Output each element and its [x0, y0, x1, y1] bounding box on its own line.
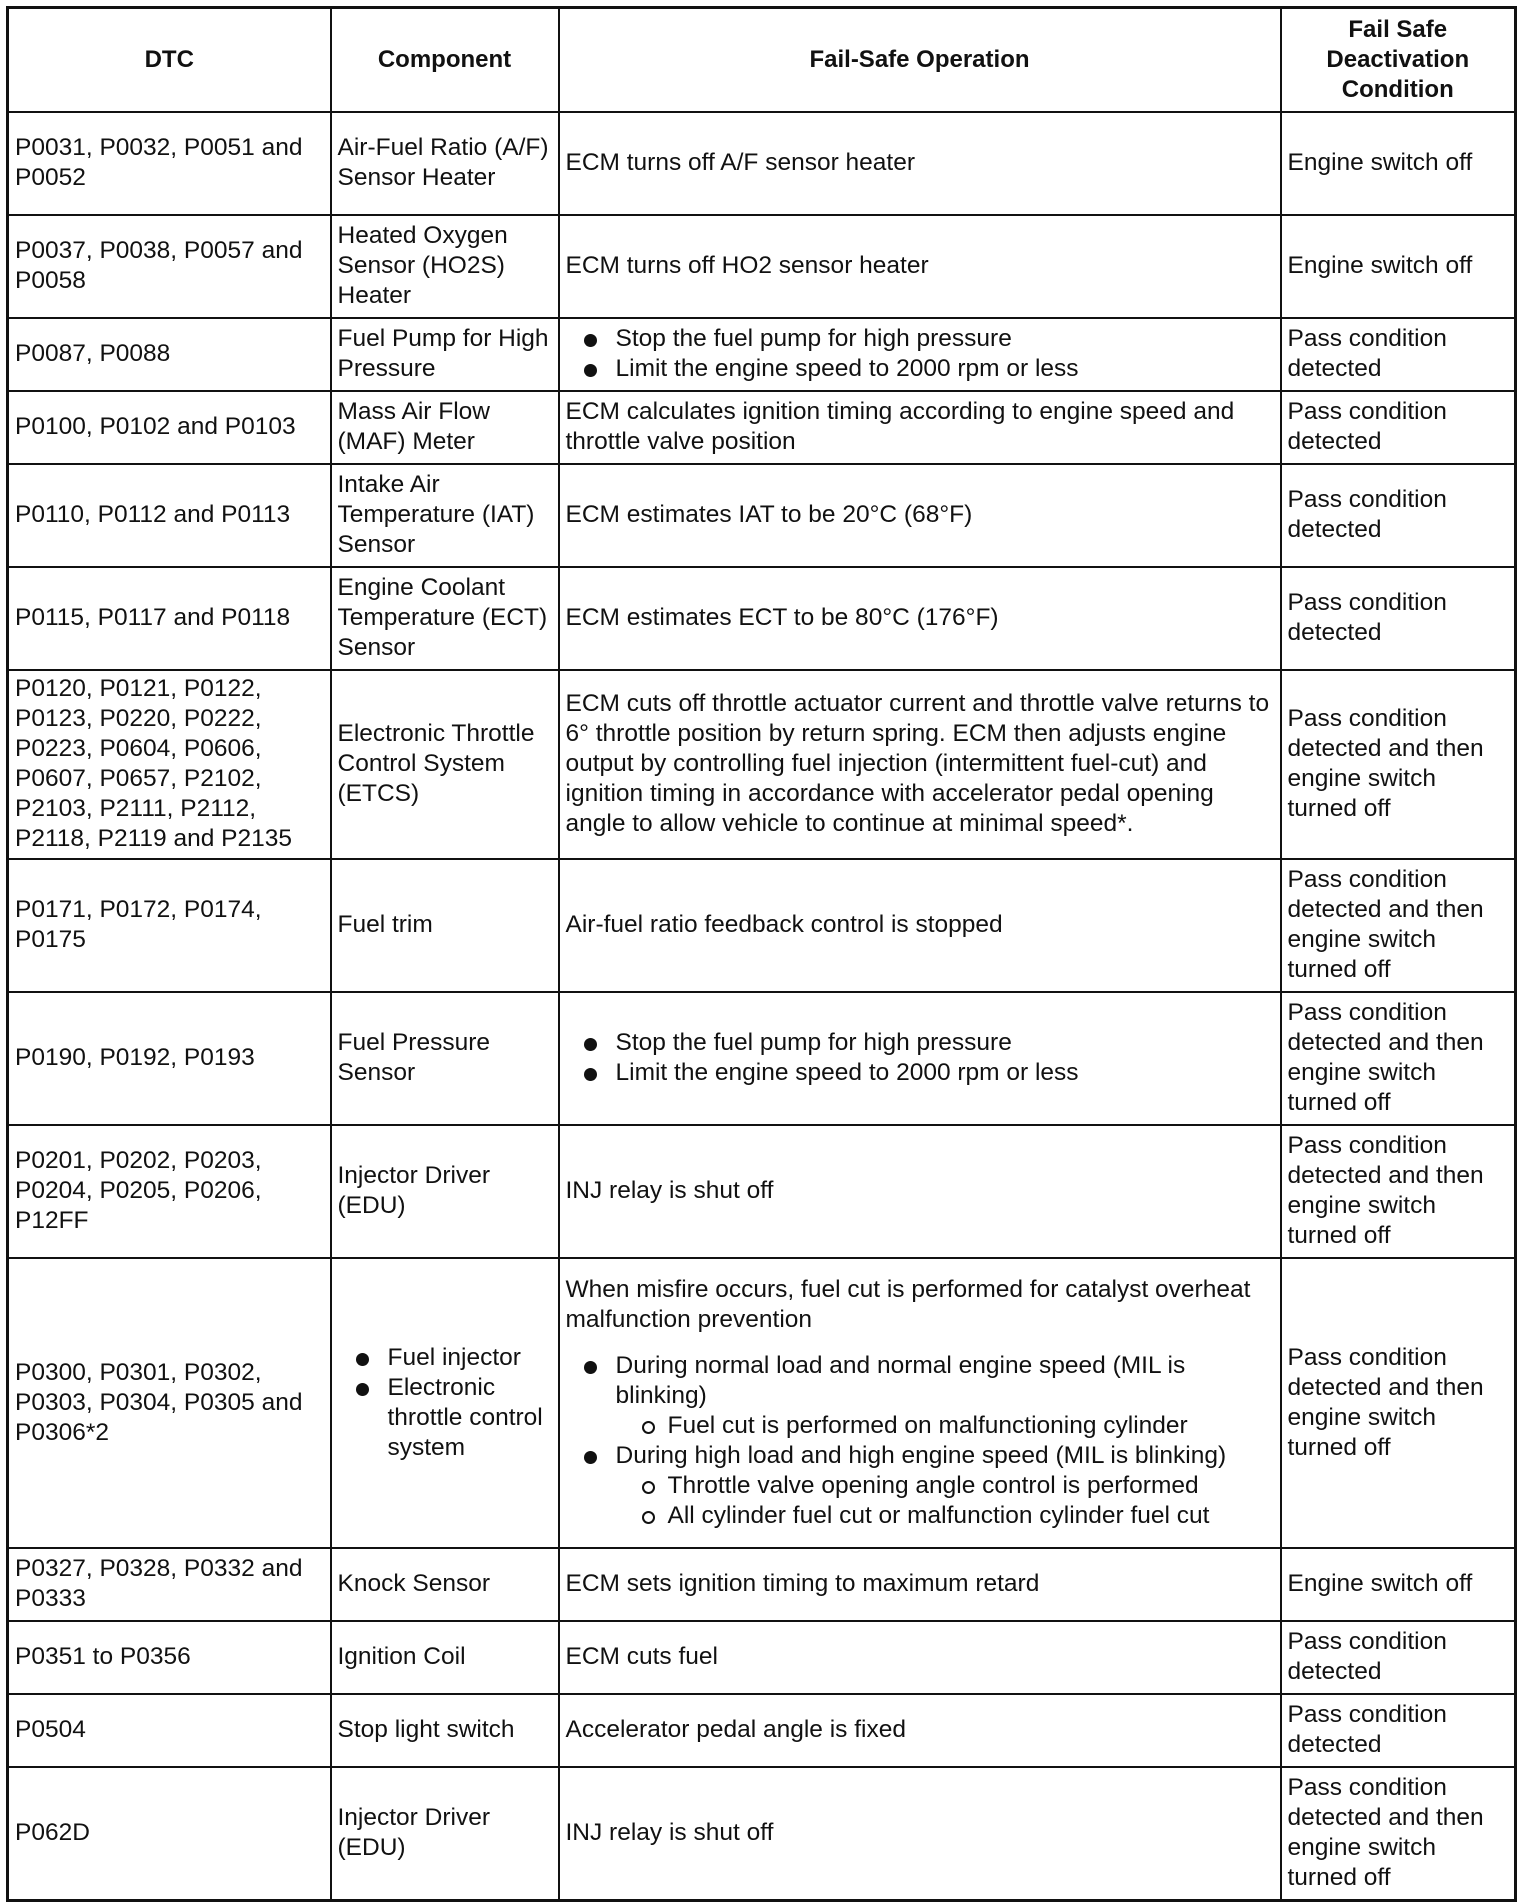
bullet-item — [580, 1351, 1274, 1441]
operation-bullet-list — [566, 324, 1274, 384]
component-cell: Fuel trim — [331, 859, 559, 992]
table-row — [8, 1694, 1516, 1767]
table-row — [8, 215, 1516, 318]
dtc-cell: P0037, P0038, P0057 and P0058 — [8, 215, 331, 318]
bullet-text: During normal load and normal engine speed (MIL is blinking) — [615, 1351, 1186, 1409]
bullet-dot-icon — [584, 1361, 597, 1374]
table-row — [8, 318, 1516, 391]
operation-cell: ECM estimates ECT to be 80°C (176°F) — [559, 567, 1281, 670]
fail-safe-table — [6, 6, 1517, 1902]
sub-bullet-item — [630, 1471, 1274, 1501]
dtc-cell: P0504 — [8, 1694, 331, 1767]
sub-bullet-text: All cylinder fuel cut or malfunction cylinder fuel cut — [667, 1501, 1210, 1529]
bullet-dot-icon — [584, 334, 597, 347]
operation-intro: When misfire occurs, fuel cut is performed for catalyst overheat malfunction prevention — [565, 1275, 1251, 1333]
table-row — [8, 464, 1516, 567]
table-row — [8, 112, 1516, 215]
bullet-dot-icon — [584, 1451, 597, 1464]
operation-cell: Accelerator pedal angle is fixed — [559, 1694, 1281, 1767]
operation-cell: INJ relay is shut off — [559, 1767, 1281, 1901]
table-row — [8, 1548, 1516, 1621]
deactivation-cell: Pass condition detected — [1281, 1621, 1516, 1694]
dtc-cell: P0120, P0121, P0122, P0123, P0220, P0222, P0223, P0604, P0606, P0607, P0657, P2102, P2103, P2111, P2112, P2118, P2119 and P2135 — [8, 670, 331, 859]
operation-cell: ECM turns off HO2 sensor heater — [559, 215, 1281, 318]
deactivation-cell: Pass condition detected and then engine switch turned off — [1281, 670, 1516, 859]
deactivation-cell: Pass condition detected — [1281, 318, 1516, 391]
component-cell: Mass Air Flow (MAF) Meter — [331, 391, 559, 464]
table-row — [8, 391, 1516, 464]
component-cell: Engine Coolant Temperature (ECT) Sensor — [331, 567, 559, 670]
dtc-cell: P0300, P0301, P0302, P0303, P0304, P0305 and P0306*2 — [8, 1258, 331, 1548]
dtc-cell: P0031, P0032, P0051 and P0052 — [8, 112, 331, 215]
operation-cell: Air-fuel ratio feedback control is stopped — [559, 859, 1281, 992]
header-dtc: DTC — [8, 8, 331, 112]
bullet-item — [580, 324, 1274, 354]
deactivation-cell: Pass condition detected and then engine switch turned off — [1281, 859, 1516, 992]
bullet-text: Stop the fuel pump for high pressure — [615, 325, 1012, 352]
operation-cell: ECM cuts fuel — [559, 1621, 1281, 1694]
header-deactivation-condition — [1281, 8, 1516, 112]
operation-cell — [559, 318, 1281, 391]
deactivation-cell: Engine switch off — [1281, 1548, 1516, 1621]
dtc-cell: P0171, P0172, P0174, P0175 — [8, 859, 331, 992]
operation-bullet-list — [566, 1351, 1274, 1531]
operation-cell: ECM sets ignition timing to maximum retard — [559, 1548, 1281, 1621]
dtc-cell: P0110, P0112 and P0113 — [8, 464, 331, 567]
operation-cell: ECM estimates IAT to be 20°C (68°F) — [559, 464, 1281, 567]
dtc-cell: P0100, P0102 and P0103 — [8, 391, 331, 464]
sub-bullet-item — [630, 1501, 1274, 1531]
table-row — [8, 1125, 1516, 1258]
table-row — [8, 567, 1516, 670]
operation-bullet-list — [566, 1028, 1274, 1088]
dtc-cell: P0351 to P0356 — [8, 1621, 331, 1694]
table-row — [8, 1621, 1516, 1694]
sub-bullet-item — [630, 1411, 1274, 1441]
operation-cell — [559, 1258, 1281, 1548]
dtc-cell: P062D — [8, 1767, 331, 1901]
bullet-item — [580, 1058, 1274, 1088]
dtc-cell: P0327, P0328, P0332 and P0333 — [8, 1548, 331, 1621]
bullet-dot-icon — [584, 1068, 597, 1081]
deactivation-cell: Pass condition detected — [1281, 1694, 1516, 1767]
component-cell: Stop light switch — [331, 1694, 559, 1767]
sub-bullet-ring-icon — [642, 1481, 655, 1494]
sub-bullet-list — [616, 1411, 1274, 1441]
operation-cell: INJ relay is shut off — [559, 1125, 1281, 1258]
bullet-item — [352, 1343, 552, 1373]
deactivation-cell: Pass condition detected and then engine switch turned off — [1281, 1125, 1516, 1258]
bullet-text: Limit the engine speed to 2000 rpm or less — [615, 355, 1079, 382]
bullet-text: During high load and high engine speed (MIL is blinking) — [615, 1441, 1227, 1469]
bullet-item — [352, 1373, 552, 1463]
bullet-dot-icon — [356, 1383, 369, 1396]
sub-bullet-list — [616, 1471, 1274, 1531]
header-deactivation-text: Fail Safe Deactivation Condition — [1326, 15, 1470, 103]
component-cell: Knock Sensor — [331, 1548, 559, 1621]
deactivation-cell: Pass condition detected and then engine switch turned off — [1281, 1767, 1516, 1901]
sub-bullet-text: Fuel cut is performed on malfunctioning cylinder — [667, 1411, 1188, 1439]
dtc-cell: P0087, P0088 — [8, 318, 331, 391]
table-row — [8, 1767, 1516, 1901]
deactivation-cell: Engine switch off — [1281, 215, 1516, 318]
sub-bullet-text: Throttle valve opening angle control is performed — [667, 1471, 1199, 1499]
component-cell — [331, 1258, 559, 1548]
fail-safe-table-container — [6, 6, 1514, 1902]
component-cell: Fuel Pump for High Pressure — [331, 318, 559, 391]
header-fail-safe-operation: Fail-Safe Operation — [559, 8, 1281, 112]
component-cell: Fuel Pressure Sensor — [331, 992, 559, 1125]
bullet-item — [580, 354, 1274, 384]
sub-bullet-ring-icon — [642, 1511, 655, 1524]
deactivation-cell: Engine switch off — [1281, 112, 1516, 215]
deactivation-cell: Pass condition detected and then engine switch turned off — [1281, 992, 1516, 1125]
deactivation-cell: Pass condition detected and then engine switch turned off — [1281, 1258, 1516, 1548]
bullet-item — [580, 1028, 1274, 1058]
table-row — [8, 992, 1516, 1125]
dtc-cell: P0201, P0202, P0203, P0204, P0205, P0206, P12FF — [8, 1125, 331, 1258]
bullet-text: Limit the engine speed to 2000 rpm or less — [615, 1059, 1079, 1086]
operation-cell: ECM calculates ignition timing according to engine speed and throttle valve position — [559, 391, 1281, 464]
table-row — [8, 859, 1516, 992]
component-cell: Ignition Coil — [331, 1621, 559, 1694]
bullet-text: Fuel injector — [387, 1343, 521, 1371]
component-cell: Electronic Throttle Control System (ETCS) — [331, 670, 559, 859]
component-cell: Injector Driver (EDU) — [331, 1767, 559, 1901]
component-bullet-list — [338, 1343, 552, 1463]
deactivation-cell: Pass condition detected — [1281, 464, 1516, 567]
sub-bullet-ring-icon — [642, 1421, 655, 1434]
component-cell: Air-Fuel Ratio (A/F) Sensor Heater — [331, 112, 559, 215]
operation-cell: ECM cuts off throttle actuator current and throttle valve returns to 6° throttle position by return spring. ECM then adjusts engine output by controlling fuel injection (intermittent fuel-cut) and ignition timing in accordance with accelerator pedal opening angle to allow vehicle to continue at minimal speed*. — [559, 670, 1281, 859]
bullet-dot-icon — [584, 1038, 597, 1051]
table-row — [8, 1258, 1516, 1548]
dtc-cell: P0115, P0117 and P0118 — [8, 567, 331, 670]
deactivation-cell: Pass condition detected — [1281, 567, 1516, 670]
bullet-dot-icon — [356, 1353, 369, 1366]
bullet-text: Electronic throttle control system — [387, 1373, 543, 1461]
bullet-text: Stop the fuel pump for high pressure — [615, 1029, 1012, 1056]
component-cell: Heated Oxygen Sensor (HO2S) Heater — [331, 215, 559, 318]
bullet-item — [580, 1441, 1274, 1531]
operation-cell: ECM turns off A/F sensor heater — [559, 112, 1281, 215]
header-row — [8, 8, 1516, 112]
bullet-dot-icon — [584, 364, 597, 377]
component-cell: Intake Air Temperature (IAT) Sensor — [331, 464, 559, 567]
dtc-cell: P0190, P0192, P0193 — [8, 992, 331, 1125]
component-cell: Injector Driver (EDU) — [331, 1125, 559, 1258]
table-row — [8, 670, 1516, 859]
header-component: Component — [331, 8, 559, 112]
operation-cell — [559, 992, 1281, 1125]
deactivation-cell: Pass condition detected — [1281, 391, 1516, 464]
